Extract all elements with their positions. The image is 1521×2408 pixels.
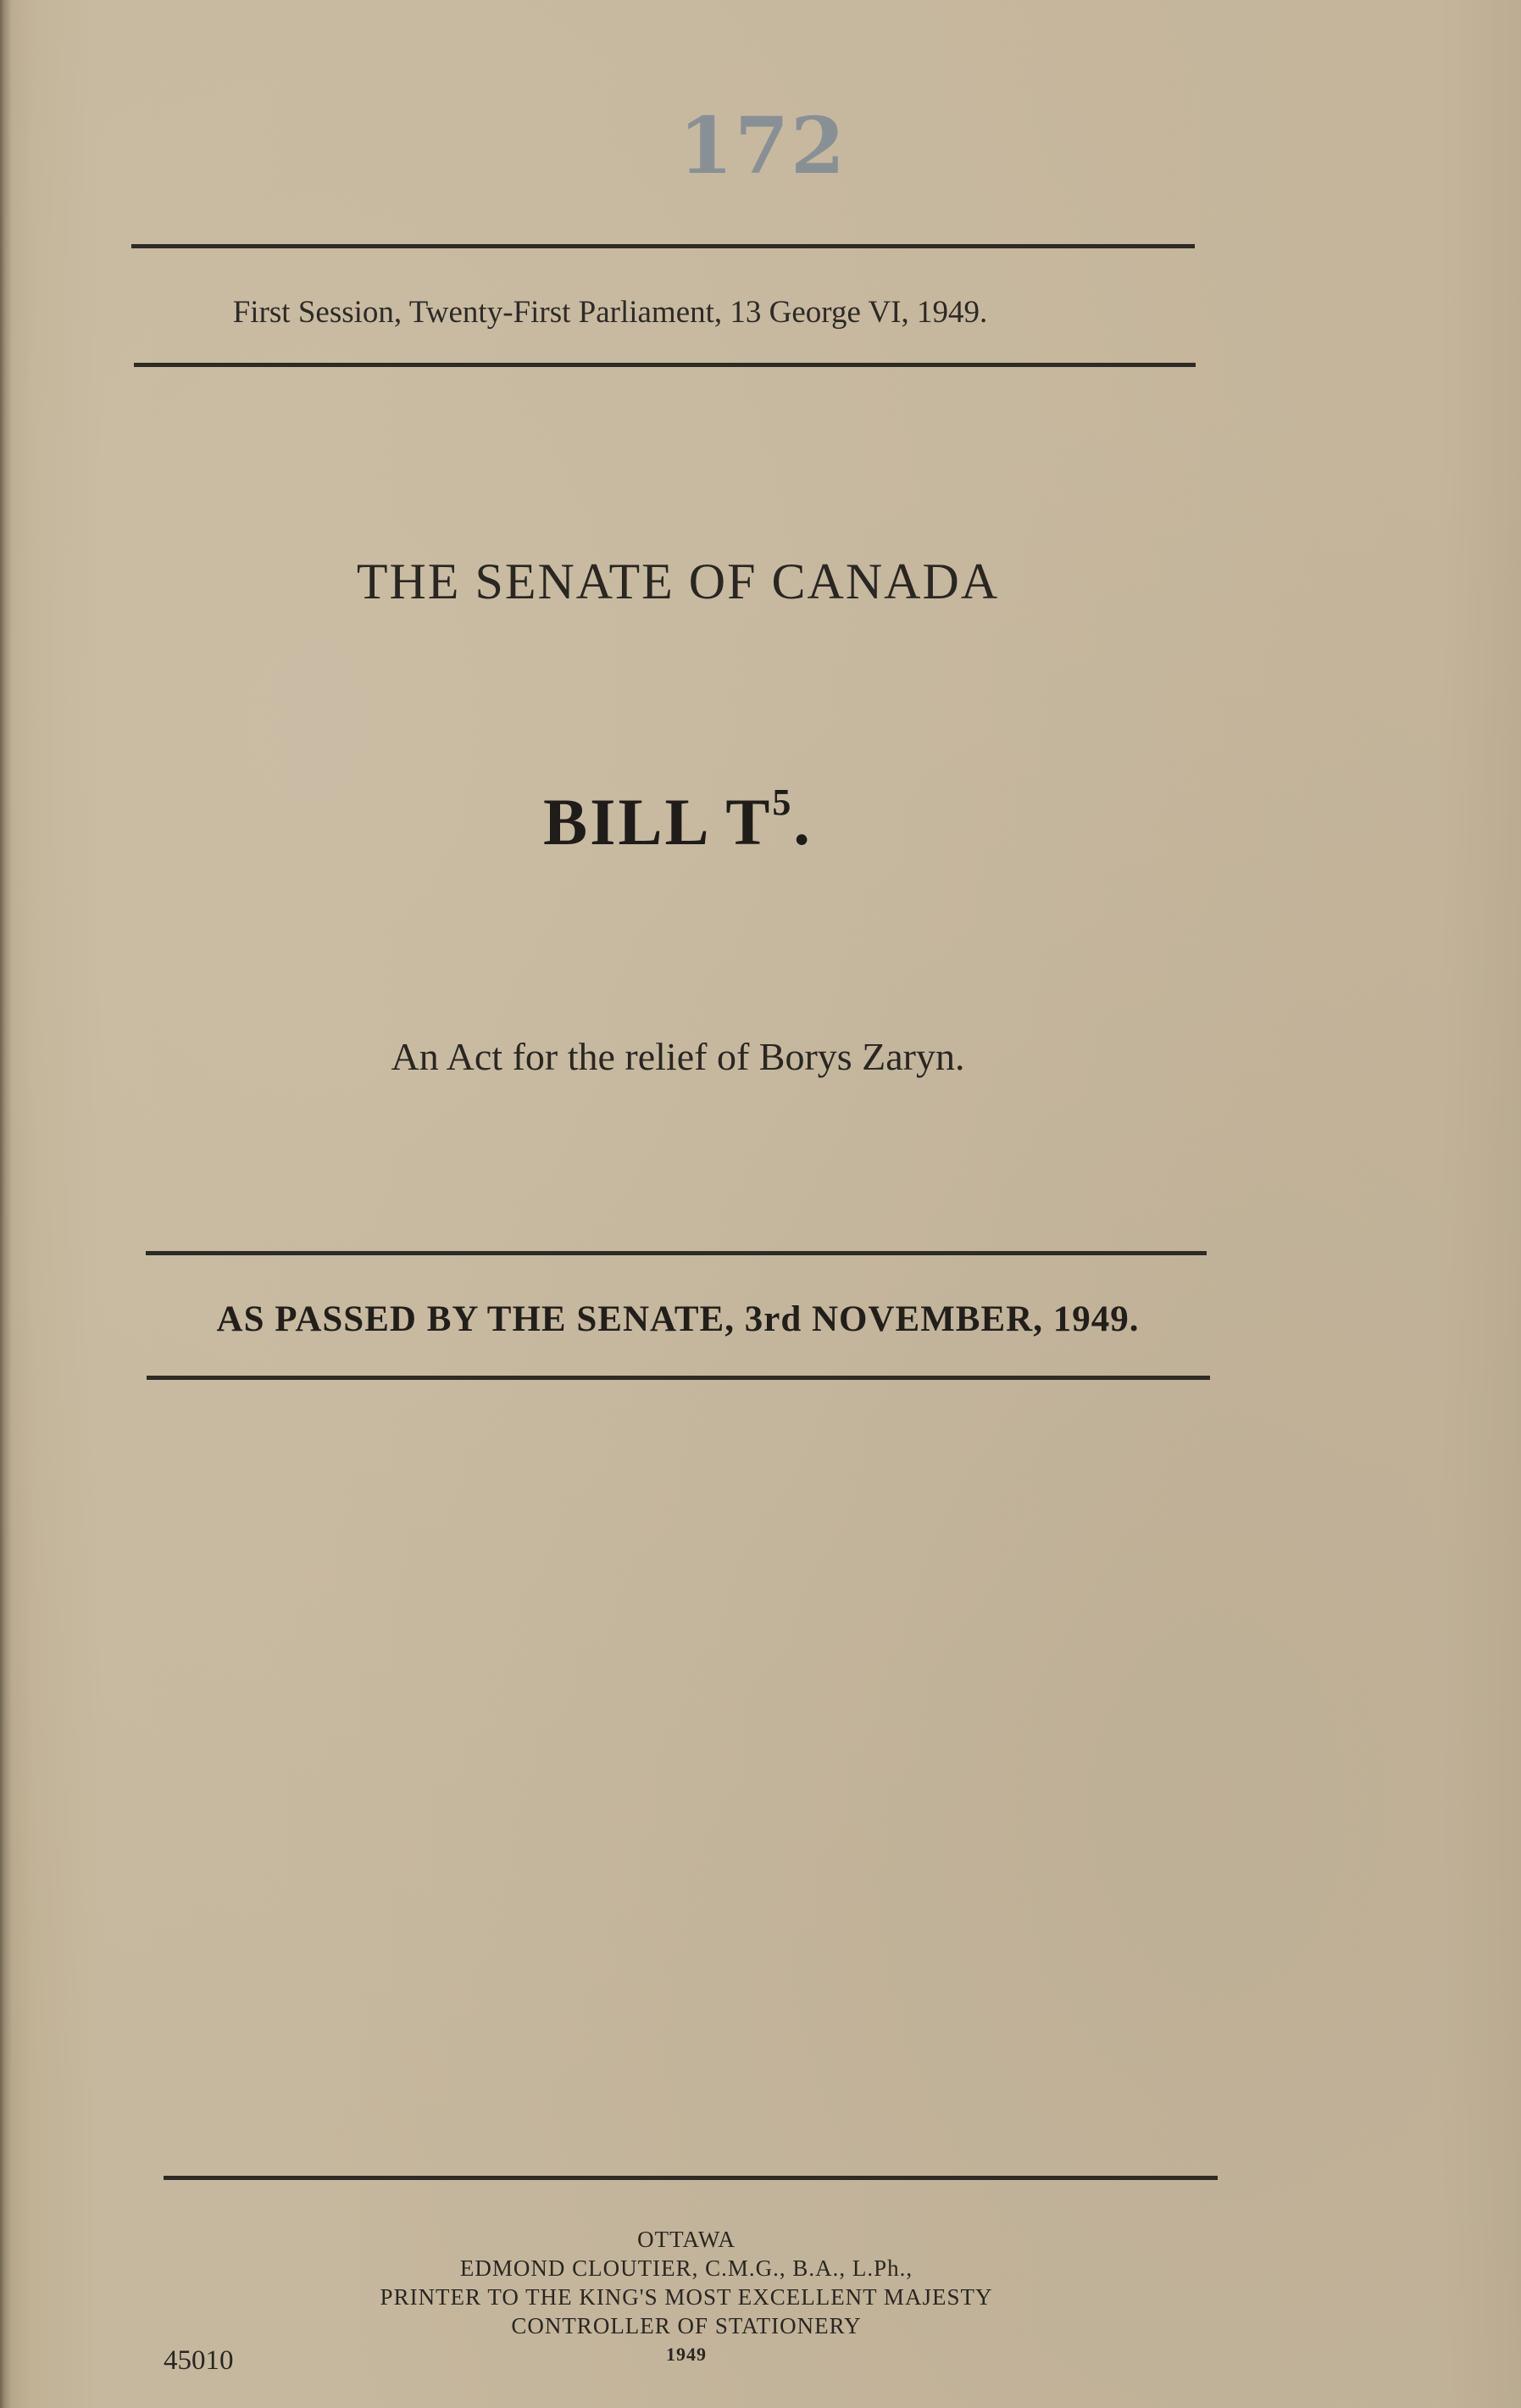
top-rule-lower: [134, 363, 1196, 367]
bill-label: BILL T: [543, 785, 773, 859]
passed-rule-upper: [146, 1251, 1207, 1255]
imprint-rule: [164, 2176, 1218, 2180]
session-line: First Session, Twenty-First Parliament, 13 George VI, 1949.: [232, 295, 988, 330]
imprint-printer-title: PRINTER TO THE KING'S MOST EXCELLENT MAJESTY: [380, 2284, 993, 2310]
top-rule-upper: [131, 244, 1195, 248]
imprint-controller: CONTROLLER OF STATIONERY: [511, 2313, 862, 2338]
bill-superscript: 5: [772, 781, 794, 823]
imprint-printer: EDMOND CLOUTIER, C.M.G., B.A., L.Ph.,: [459, 2255, 913, 2281]
passed-line: AS PASSED BY THE SENATE, 3rd NOVEMBER, 1949.: [216, 1299, 1140, 1339]
imprint-block: [263, 2225, 1110, 2369]
print-number: 45010: [164, 2345, 234, 2376]
act-title: An Act for the relief of Borys Zaryn.: [391, 1035, 965, 1078]
bill-suffix: .: [793, 785, 813, 859]
stamp-number: 172: [678, 100, 847, 192]
imprint-city: OTTAWA: [637, 2227, 736, 2252]
imprint-year: 1949: [666, 2344, 707, 2365]
bill-title: [424, 781, 932, 860]
page-binding-edge: [0, 0, 12, 2408]
senate-title: THE SENATE OF CANADA: [356, 553, 1000, 609]
passed-rule-lower: [147, 1376, 1210, 1380]
